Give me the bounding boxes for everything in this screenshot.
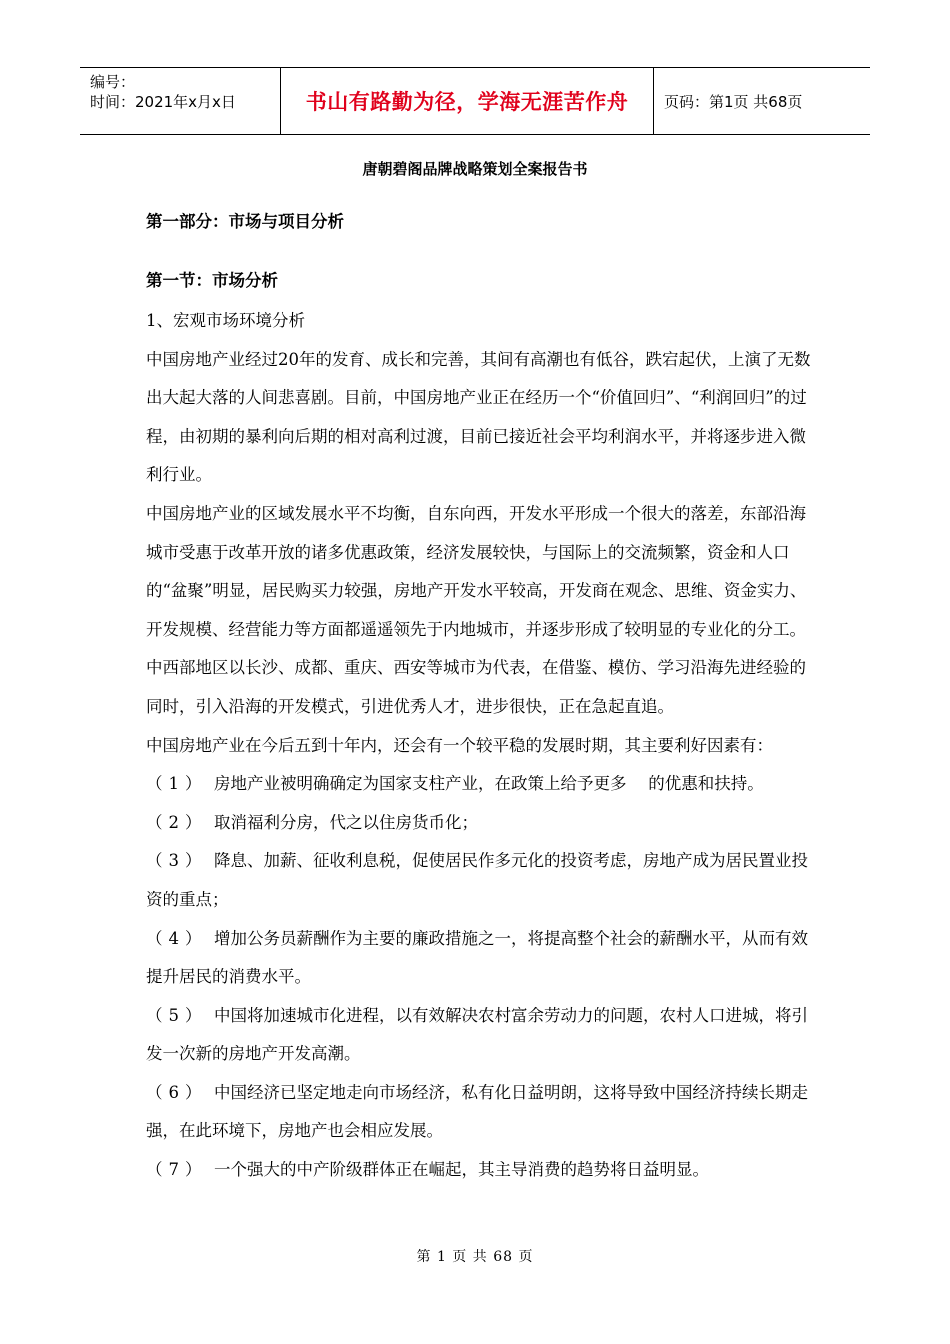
- item-number: （1）: [146, 774, 208, 794]
- item-text: 取消福利分房，代之以住房货币化；: [214, 812, 478, 832]
- header-page-info: 页码：第1页 共68页: [664, 92, 803, 111]
- item-number: （4）: [146, 928, 208, 948]
- paragraph: 中国房地产业经过20年的发育、成长和完善，其间有高潮也有低谷，跌宕起伏，上演了无数出大起大落的人间悲喜剧。目前，中国房地产业正在经历一个“价值回归”、“利润回归”的过程，由初期的暴利向后期的相对高利过渡，目前已接近社会平均利润水平，并将逐步进入微利行业。: [146, 349, 811, 485]
- list-item: [146, 842, 816, 919]
- time-label: 时间：2021年x月x日: [90, 93, 236, 111]
- item-text: 降息、加薪、征收利息税，促使居民作多元化的投资考虑，房地产成为居民置业投资的重点；: [146, 851, 808, 909]
- item-number: （3）: [146, 851, 208, 871]
- page-footer: 第 1 页 共 68 页: [416, 1249, 534, 1265]
- paragraph: 中国房地产业在今后五到十年内，还会有一个较平稳的发展时期，其主要利好因素有：: [146, 735, 773, 755]
- header-motto: 书山有路勤为径，学海无涯苦作舟: [281, 68, 654, 134]
- item-text: 中国经济已坚定地走向市场经济，私有化日益明朗，这将导致中国经济持续长期走强，在此环境下，房地产也会相应发展。: [146, 1082, 808, 1141]
- list-item: [146, 997, 816, 1074]
- item-text: 中国将加速城市化进程，以有效解决农村富余劳动力的问题，农村人口进城，将引发一次新的房地产开发高潮。: [146, 1005, 808, 1064]
- document-title: 唐朝碧阁品牌战略策划全案报告书: [362, 160, 588, 178]
- item-number: （6）: [146, 1082, 208, 1102]
- number-label: 编号：: [90, 73, 136, 91]
- list-item: [146, 920, 816, 997]
- item-text: 房地产业被明确确定为国家支柱产业，在政策上给予更多 的优惠和扶持。: [214, 774, 764, 794]
- document-body: [146, 302, 816, 1190]
- list-item: [146, 1074, 816, 1151]
- subsection-heading: 1、宏观市场环境分析: [146, 311, 305, 330]
- paragraph: 中国房地产业的区域发展水平不均衡，自东向西，开发水平形成一个很大的落差，东部沿海城市受惠于改革开放的诸多优惠政策，经济发展较快，与国际上的交流频繁，资金和人口的“盆聚”明显，居民购买力较强，房地产开发水平较高，开发商在观念、思维、资金实力、开发规模、经营能力等方面都遥遥领先于内地城市，并逐步形成了较明显的专业化的分工。中西部地区以长沙、成都、重庆、西安等城市为代表，在借鉴、模仿、学习沿海先进经验的同时，引入沿海的开发模式，引进优秀人才，进步很快，正在急起直追。: [146, 503, 807, 716]
- list-item: [146, 1151, 816, 1190]
- list-item: [146, 765, 816, 804]
- item-number: （7）: [146, 1160, 208, 1180]
- section-heading: 第一节：市场分析: [146, 271, 278, 290]
- item-number: （5）: [146, 1005, 208, 1025]
- part-heading: 第一部分：市场与项目分析: [146, 212, 344, 231]
- item-text: 一个强大的中产阶级群体正在崛起，其主导消费的趋势将日益明显。: [214, 1160, 709, 1180]
- item-text: 增加公务员薪酬作为主要的廉政措施之一，将提高整个社会的薪酬水平，从而有效提升居民的消费水平。: [146, 928, 808, 987]
- header-meta: [80, 68, 281, 134]
- item-number: （2）: [146, 812, 208, 832]
- page-header: [80, 67, 870, 135]
- list-item: [146, 804, 816, 843]
